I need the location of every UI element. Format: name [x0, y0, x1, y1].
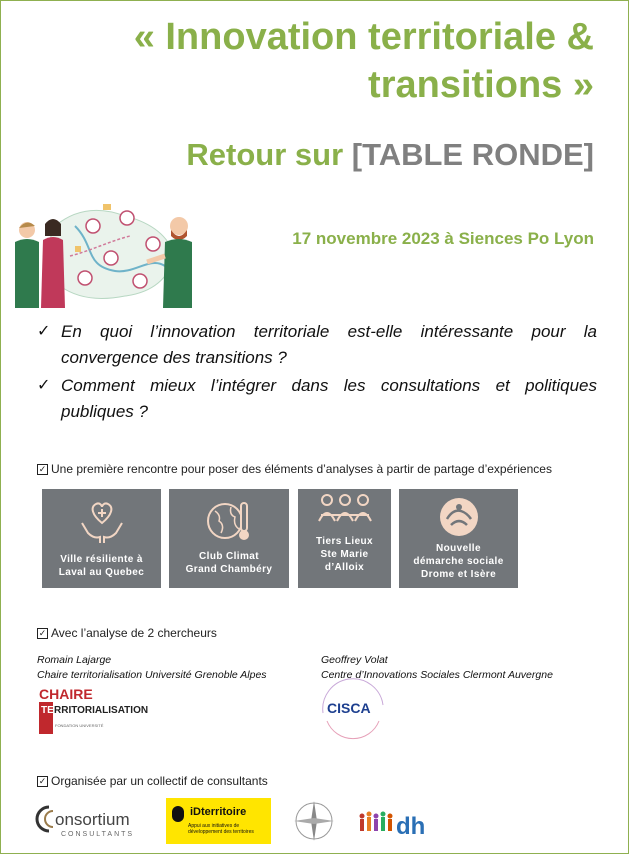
- tile-label-line: Drome et Isère: [420, 569, 497, 580]
- section-first-meeting: [37, 462, 552, 476]
- checkbox-icon: ✓: [38, 463, 47, 474]
- lightbulb-icon: [172, 806, 184, 822]
- tile-label-line: Ste Marie: [320, 549, 369, 560]
- compass-logo: [289, 796, 339, 846]
- researcher-volat: [321, 653, 611, 683]
- tile-label-line: Club Climat: [199, 551, 259, 562]
- dh-logo: [356, 804, 431, 840]
- subtitle-prefix: Retour sur: [186, 137, 344, 172]
- tile-label-line: Grand Chambéry: [185, 564, 273, 575]
- illustration-territory-map: [15, 196, 192, 308]
- check-icon: ✓: [37, 323, 51, 340]
- people-icon: [360, 812, 393, 832]
- tile-label-line: d’Alloix: [324, 562, 365, 573]
- researcher-role: Chaire territorialisation Université Grenoble Alpes: [37, 669, 267, 681]
- chaire-territorialisation-logo: [37, 685, 149, 737]
- consortium-name: onsortium: [55, 810, 130, 829]
- tile-club-climat: [169, 489, 289, 588]
- people-group-icon: [315, 491, 375, 531]
- event-date: 17 novembre 2023 à Siences Po Lyon: [292, 229, 594, 248]
- svg-text:TE: TE: [41, 705, 54, 716]
- idterritoire-sub: Appui aux initiatives de développement des territoires: [188, 823, 254, 835]
- researcher-lajarge: [37, 653, 317, 683]
- researcher-name: Romain Lajarge: [37, 654, 112, 666]
- section-organizers: [37, 774, 268, 788]
- tile-laval: [42, 489, 161, 588]
- tile-demarche-sociale: [399, 489, 518, 588]
- tile-tiers-lieux: [298, 489, 391, 588]
- tile-label-line: démarche sociale: [413, 556, 504, 567]
- globe-thermometer-icon: [203, 495, 255, 547]
- check-icon: ✓: [37, 377, 51, 394]
- question-item: [37, 319, 597, 371]
- question-text: Comment mieux l’intégrer dans les consultations et politiques publiques ?: [61, 376, 597, 421]
- svg-text:RRITORIALISATION: RRITORIALISATION: [54, 705, 149, 716]
- section-researchers: [37, 626, 217, 640]
- consortium-sub: CONSULTANTS: [61, 831, 135, 838]
- svg-text:CHAIRE: CHAIRE: [39, 686, 93, 702]
- dh-name: dh: [396, 813, 426, 840]
- tile-label-line: Laval au Quebec: [58, 567, 145, 578]
- researcher-role: Centre d’Innovations Sociales Clermont Auvergne: [321, 669, 553, 681]
- checkbox-icon: ✓: [38, 775, 47, 786]
- hands-circle-icon: [437, 495, 481, 539]
- tile-label-line: Nouvelle: [436, 543, 481, 554]
- svg-text:FONDATION UNIVERSITÉ: FONDATION UNIVERSITÉ: [55, 723, 104, 728]
- subtitle-event-type: [TABLE RONDE]: [351, 137, 594, 172]
- question-text: En quoi l’innovation territoriale est-elle intéressante pour la convergence des transitions ?: [61, 322, 597, 367]
- checkbox-icon: ✓: [38, 627, 47, 638]
- idterritoire-logo: [166, 798, 271, 844]
- heart-hands-icon: [76, 495, 128, 547]
- researcher-name: Geoffrey Volat: [321, 654, 388, 666]
- page-subtitle: [186, 135, 594, 175]
- section-text: Une première rencontre pour poser des éléments d’analyses à partir de partage d’expériences: [51, 462, 552, 476]
- question-item: [37, 373, 597, 425]
- cisca-logo: [313, 683, 393, 731]
- questions-list: [37, 319, 597, 427]
- idterritoire-name: iDterritoire: [190, 806, 247, 818]
- tile-label-line: Tiers Lieux: [315, 536, 374, 547]
- consortium-consultants-logo: [35, 801, 160, 841]
- section-text: Avec l’analyse de 2 chercheurs: [51, 626, 217, 640]
- svg-text:CISCA: CISCA: [327, 700, 371, 716]
- tile-label-line: Ville résiliente à: [60, 554, 143, 565]
- page-title: « Innovation territoriale & transitions »: [133, 16, 594, 106]
- section-text: Organisée par un collectif de consultants: [51, 774, 268, 788]
